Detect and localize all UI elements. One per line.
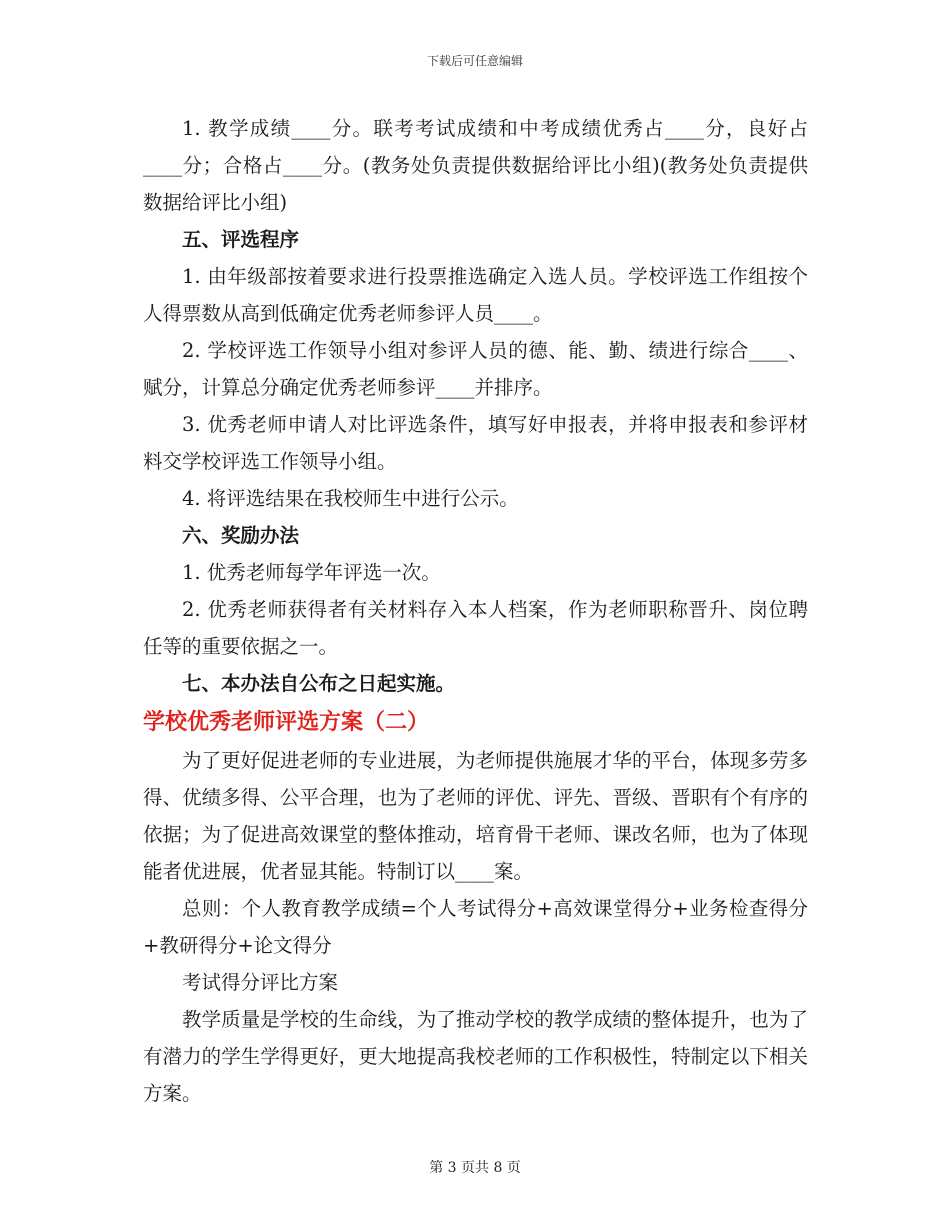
document-title: 学校优秀老师评选方案（二） bbox=[143, 709, 430, 735]
paragraph-step-2: 2. 学校评选工作领导小组对参评人员的德、能、勤、绩进行综合____、赋分，计算总分确定优秀老师参评____并排序。 bbox=[143, 339, 808, 399]
page-header: 下载后可任意编辑 bbox=[426, 54, 523, 68]
paragraph-exam-plan: 考试得分评比方案 bbox=[182, 971, 339, 994]
document-body bbox=[143, 110, 808, 1112]
paragraph-quality: 教学质量是学校的生命线，为了推动学校的教学成绩的整体提升，也为了有潜力的学生学得更好，更大地提高我校老师的工作积极性，特制定以下相关方案。 bbox=[143, 1008, 808, 1105]
paragraph-step-3: 3. 优秀老师申请人对比评选条件，填写好申报表，并将申报表和参评材料交学校评选工作领导小组。 bbox=[143, 413, 808, 473]
paragraph-reward-1: 1. 优秀老师每学年评选一次。 bbox=[182, 561, 441, 584]
paragraph-step-1: 1. 由年级部按着要求进行投票推选确定入选人员。学校评选工作组按个人得票数从高到低确定优秀老师参评人员____。 bbox=[143, 265, 808, 325]
section-heading-5: 五、评选程序 bbox=[182, 228, 300, 251]
paragraph-intro: 为了更好促进老师的专业进展，为老师提供施展才华的平台，体现多劳多得、优绩多得、公平合理，也为了老师的评优、评先、晋级、晋职有个有序的依据；为了促进高效课堂的整体推动，培育骨干老师、课改名师，也为了体现能者优进展，优者显其能。特制订以____案。 bbox=[143, 749, 808, 883]
paragraph-general: 总则：个人教育教学成绩=个人考试得分+高效课堂得分+业务检查得分+教研得分+论文得分 bbox=[143, 897, 808, 957]
page-footer: 第 3 页共 8 页 bbox=[429, 1160, 521, 1176]
section-heading-6: 六、奖励办法 bbox=[182, 524, 300, 547]
paragraph-score: 1. 教学成绩____分。联考考试成绩和中考成绩优秀占____分，良好占____分；合格占____分。(教务处负责提供数据给评比小组)(教务处负责提供数据给评比小组) bbox=[143, 117, 808, 214]
paragraph-step-4: 4. 将评选结果在我校师生中进行公示。 bbox=[182, 487, 519, 510]
section-heading-7: 七、本办法自公布之日起实施。 bbox=[182, 672, 456, 695]
paragraph-reward-2: 2. 优秀老师获得者有关材料存入本人档案，作为老师职称晋升、岗位聘任等的重要依据之一。 bbox=[143, 598, 808, 658]
